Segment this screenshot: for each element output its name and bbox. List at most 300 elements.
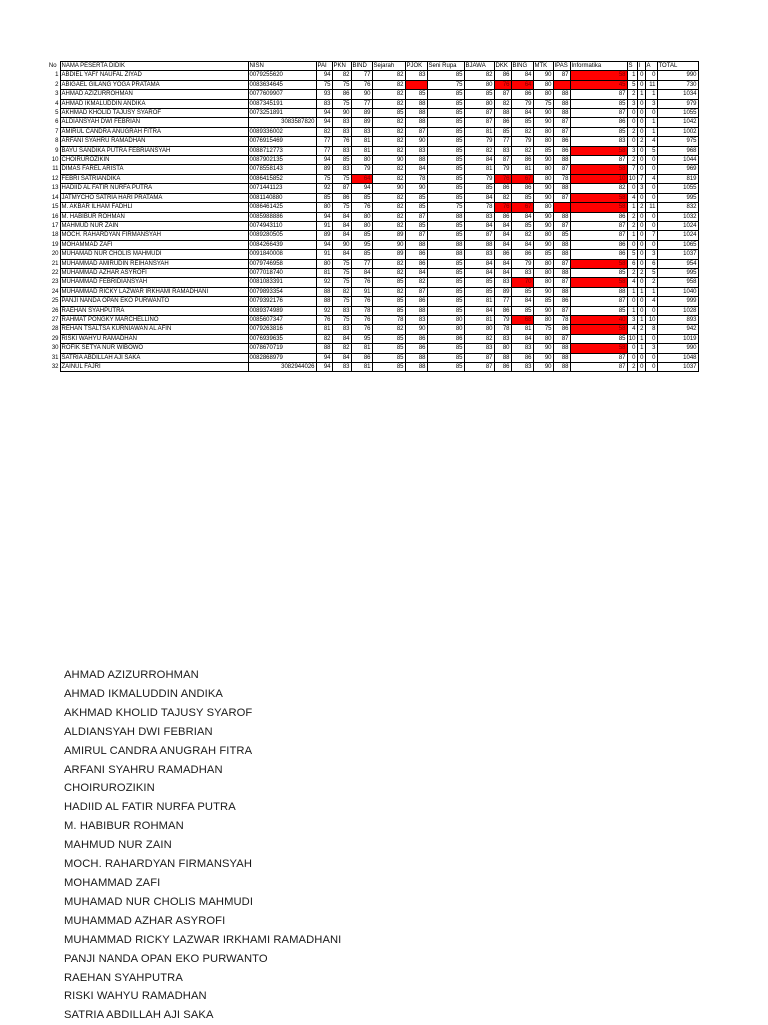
cell-bing: 81 [511,165,533,174]
cell-mtk: 90 [533,344,553,353]
cell-informatika: 83 [570,137,627,146]
cell-informatika: 86 [570,118,627,127]
cell-s: 0 [627,118,637,127]
cell-sejarah: 90 [372,240,405,249]
cell-bjawa: 83 [464,344,494,353]
cell-nisn: 0082868979 [248,353,316,362]
cell-sejarah: 82 [372,118,405,127]
cell-pkn: 86 [332,193,351,202]
cell-pjok: 87 [405,212,427,221]
cell-name: AHMAD IKMALUDDIN ANDIKA [60,99,248,108]
cell-i: 0 [637,240,645,249]
cell-informatika: 58 [570,259,627,268]
cell-pkn: 82 [332,287,351,296]
cell-pai: 94 [316,363,332,372]
cell-pkn: 90 [332,109,351,118]
cell-name: RAHMAT PONGKY MARCHELLINO [60,315,248,324]
cell-s: 2 [627,127,637,136]
cell-mtk: 90 [533,212,553,221]
cell-pai: 88 [316,297,332,306]
cell-bing: 85 [511,118,533,127]
cell-bind: 77 [351,259,372,268]
cell-ipas: 86 [553,137,570,146]
cell-pkn: 90 [332,240,351,249]
table-row [46,231,698,240]
cell-no: 16 [51,213,59,220]
cell-seni-rupa: 88 [427,212,464,221]
cell-a: 1 [645,287,657,296]
cell-nisn: 0086415852 [248,174,316,183]
cell-nisn: 0076915469 [248,137,316,146]
cell-pai: 94 [316,240,332,249]
cell-mtk: 80 [533,259,553,268]
cell-i: 0 [637,250,645,259]
cell-a: 0 [645,193,657,202]
name-list-item: AMIRUL CANDRA ANUGRAH FITRA [64,744,253,757]
cell-i: 0 [637,165,645,174]
cell-s: 0 [627,184,637,193]
cell-bjawa: 82 [464,71,494,80]
cell-name: RISKI WAHYU RAMADHAN [60,334,248,343]
name-list-item: ARFANI SYAHRU RAMADHAN [64,763,223,776]
table-row [46,90,698,99]
cell-mtk: 90 [533,71,553,80]
table-row [46,353,698,362]
cell-bind: 81 [351,363,372,372]
header-sejarah: Sejarah [372,62,405,71]
cell-pkn: 75 [332,297,351,306]
cell-i: 2 [637,137,645,146]
cell-bing: 79 [511,259,533,268]
cell-mtk: 90 [533,221,553,230]
cell-dkk: 87 [494,156,511,165]
cell-seni-rupa: 80 [427,325,464,334]
table-row [46,118,698,127]
cell-bjawa: 87 [464,363,494,372]
cell-pkn: 83 [332,306,351,315]
table-row [46,174,698,183]
cell-total: 979 [657,99,698,108]
cell-nisn: 0087345191 [248,99,316,108]
cell-sejarah: 82 [372,287,405,296]
cell-s: 2 [627,268,637,277]
cell-dkk: 84 [494,240,511,249]
cell-s: 1 [627,287,637,296]
cell-dkk: 83 [494,146,511,155]
cell-seni-rupa: 88 [427,250,464,259]
cell-pkn: 75 [332,278,351,287]
cell-name: SATRIA ABDILLAH AJI SAKA [60,353,248,362]
cell-pkn: 75 [332,259,351,268]
cell-s: 1 [627,71,637,80]
cell-seni-rupa: 85 [427,174,464,183]
cell-sejarah: 82 [372,259,405,268]
cell-no: 6 [55,119,59,126]
cell-informatika: 86 [570,250,627,259]
cell-ipas: 87 [553,118,570,127]
cell-a: 0 [645,221,657,230]
cell-name: AMIRUL CANDRA ANUGRAH FITRA [60,127,248,136]
cell-bing: 82 [511,231,533,240]
cell-informatika: 87 [570,221,627,230]
table-row [46,156,698,165]
cell-seni-rupa: 85 [427,363,464,372]
table-row [46,71,698,80]
cell-no: 10 [51,157,59,164]
table-body [46,71,698,372]
student-name-list [64,666,341,1025]
cell-s: 0 [627,353,637,362]
cell-a: 1 [645,127,657,136]
cell-seni-rupa: 86 [427,334,464,343]
cell-total: 819 [657,174,698,183]
cell-total: 1002 [657,127,698,136]
cell-no: 31 [51,354,59,361]
table-row [46,325,698,334]
cell-bing: 86 [511,250,533,259]
cell-s: 4 [627,193,637,202]
cell-bing: 84 [511,297,533,306]
cell-bjawa: 85 [464,278,494,287]
cell-pkn: 84 [332,221,351,230]
cell-bind: 94 [351,184,372,193]
cell-bjawa: 85 [464,90,494,99]
cell-mtk: 90 [533,287,553,296]
cell-a: 0 [645,184,657,193]
table-row [46,259,698,268]
cell-ipas: 78 [553,174,570,183]
cell-no: 14 [51,194,59,201]
table-row [46,99,698,108]
cell-mtk: 85 [533,250,553,259]
cell-no: 1 [55,72,59,79]
cell-no: 7 [55,128,59,135]
cell-seni-rupa: 85 [427,306,464,315]
cell-pai: 88 [316,287,332,296]
cell-sejarah: 85 [372,278,405,287]
cell-sejarah: 85 [372,334,405,343]
cell-informatika: 86 [570,240,627,249]
cell-name: ROFIK SETYA NUR WIBOWO [60,344,248,353]
cell-bind: 77 [351,71,372,80]
name-list-item: ALDIANSYAH DWI FEBRIAN [64,725,213,738]
cell-nisn: 0077018740 [248,268,316,277]
cell-informatika: 87 [570,297,627,306]
cell-dkk: 76 [494,80,511,89]
cell-mtk: 90 [533,193,553,202]
cell-total: 1044 [657,156,698,165]
cell-bjawa: 82 [464,146,494,155]
cell-bing: 84 [511,240,533,249]
cell-bing: 86 [511,184,533,193]
cell-nisn: 0079255620 [248,71,316,80]
cell-bing: 86 [511,90,533,99]
cell-nisn: 0073251891 [248,109,316,118]
cell-ipas: 88 [553,353,570,362]
cell-sejarah: 85 [372,344,405,353]
cell-total: 1037 [657,363,698,372]
cell-sejarah: 82 [372,146,405,155]
cell-no: 21 [51,260,59,267]
cell-bind: 95 [351,240,372,249]
cell-pkn: 84 [332,250,351,259]
cell-dkk: 86 [494,363,511,372]
cell-s: 3 [627,146,637,155]
cell-nisn: 0089374989 [248,306,316,315]
cell-i: 0 [637,278,645,287]
cell-bjawa: 84 [464,156,494,165]
cell-pkn: 84 [332,212,351,221]
cell-ipas: 88 [553,156,570,165]
cell-seni-rupa: 85 [427,193,464,202]
cell-total: 990 [657,344,698,353]
cell-bing: 85 [511,287,533,296]
cell-nisn: 0085988886 [248,212,316,221]
cell-seni-rupa: 85 [427,221,464,230]
cell-no: 9 [55,147,59,154]
cell-pai: 94 [316,71,332,80]
cell-bing: 70 [511,278,533,287]
cell-pai: 94 [316,156,332,165]
cell-no: 2 [55,81,59,88]
cell-sejarah: 85 [372,353,405,362]
cell-bjawa: 88 [464,240,494,249]
cell-pjok: 88 [405,156,427,165]
cell-no: 8 [55,138,59,145]
cell-total: 1055 [657,109,698,118]
cell-mtk: 90 [533,109,553,118]
cell-pjok: 90 [405,325,427,334]
cell-seni-rupa: 85 [427,109,464,118]
cell-pkn: 75 [332,315,351,324]
cell-i: 2 [637,268,645,277]
cell-pkn: 83 [332,363,351,372]
cell-total: 969 [657,165,698,174]
cell-pkn: 83 [332,325,351,334]
cell-pkn: 83 [332,127,351,136]
cell-no: 27 [51,316,59,323]
cell-s: 2 [627,156,637,165]
cell-ipas: 87 [553,334,570,343]
table-row [46,306,698,315]
cell-pjok: 86 [405,297,427,306]
cell-total: 1032 [657,212,698,221]
header-a: A [645,62,657,71]
cell-a: 4 [645,297,657,306]
cell-pjok: 84 [405,268,427,277]
cell-no: 4 [55,100,59,107]
cell-bind: 76 [351,203,372,212]
cell-total: 730 [657,80,698,89]
cell-total: 942 [657,325,698,334]
cell-bing: 84 [511,212,533,221]
cell-bind: 84 [351,268,372,277]
cell-i: 0 [637,306,645,315]
cell-name: CHOIRUROZIKIN [60,156,248,165]
cell-dkk: 86 [494,118,511,127]
cell-informatika: 85 [570,268,627,277]
cell-pai: 91 [316,250,332,259]
cell-a: 5 [645,268,657,277]
cell-mtk: 85 [533,297,553,306]
cell-mtk: 80 [533,268,553,277]
cell-name: ABDIEL YAFI' NAUFAL ZIYAD [60,71,248,80]
name-list-item: RAEHAN SYAHPUTRA [64,971,183,984]
cell-sejarah: 82 [372,221,405,230]
cell-bind: 83 [351,127,372,136]
cell-total: 975 [657,137,698,146]
cell-i: 7 [637,174,645,183]
table-row [46,127,698,136]
table-row [46,109,698,118]
cell-name: M. HABIBUR ROHMAN [60,212,248,221]
cell-nisn: 0078558143 [248,165,316,174]
cell-informatika: 58 [570,146,627,155]
cell-bjawa: 87 [464,109,494,118]
cell-sejarah: 82 [372,137,405,146]
cell-bing: 85 [511,193,533,202]
cell-name: REHAN TSALTSA KURNIAWAN AL AFIN [60,325,248,334]
cell-seni-rupa: 85 [427,156,464,165]
cell-ipas: 87 [553,71,570,80]
cell-bind: 91 [351,287,372,296]
cell-total: 999 [657,297,698,306]
cell-a: 0 [645,165,657,174]
cell-seni-rupa: 85 [427,231,464,240]
header-bjawa: BJAWA [464,62,494,71]
cell-pkn: 84 [332,231,351,240]
cell-sejarah: 82 [372,212,405,221]
cell-nisn: 0078670719 [248,344,316,353]
cell-informatika: 58 [570,344,627,353]
cell-pjok: 86 [405,334,427,343]
header-total: TOTAL [657,62,698,71]
cell-i: 0 [637,146,645,155]
cell-s: 0 [627,297,637,306]
cell-sejarah: 90 [372,156,405,165]
cell-bing: 86 [511,353,533,362]
cell-bind: 76 [351,325,372,334]
cell-pai: 76 [316,315,332,324]
cell-seni-rupa: 85 [427,127,464,136]
cell-mtk: 90 [533,156,553,165]
cell-pai: 75 [316,174,332,183]
cell-name: ZAINUL FAJRI [60,363,248,372]
name-list-item: MUHAMMAD AZHAR ASYROFI [64,914,226,927]
table-row [46,334,698,343]
cell-a: 0 [645,156,657,165]
cell-informatika: 87 [570,363,627,372]
cell-no: 32 [51,364,59,370]
cell-bing: 83 [511,268,533,277]
cell-informatika: 82 [570,184,627,193]
cell-sejarah: 85 [372,109,405,118]
cell-dkk: 83 [494,278,511,287]
name-list-item: M. HABIBUR ROHMAN [64,820,184,833]
cell-sejarah: 82 [372,90,405,99]
cell-bing: 82 [511,146,533,155]
cell-pai: 92 [316,184,332,193]
cell-mtk: 80 [533,278,553,287]
cell-dkk: 86 [494,212,511,221]
cell-ipas: 78 [553,315,570,324]
cell-pkn: 85 [332,156,351,165]
cell-seni-rupa: 85 [427,297,464,306]
name-list-item: MOHAMMAD ZAFI [64,876,161,889]
cell-nisn: 0091840008 [248,250,316,259]
cell-pkn: 75 [332,80,351,89]
cell-i: 0 [637,80,645,89]
cell-s: 1 [627,203,637,212]
name-list-item: PANJI NANDA OPAN EKO PURWANTO [64,952,268,965]
cell-total: 1042 [657,118,698,127]
cell-informatika: 85 [570,334,627,343]
cell-i: 0 [637,71,645,80]
cell-pai: 83 [316,99,332,108]
cell-nisn: 0089280505 [248,231,316,240]
cell-pjok: 88 [405,109,427,118]
cell-name: DIMAS FAREL ARISTA [60,165,248,174]
cell-a: 0 [645,353,657,362]
cell-pai: 88 [316,344,332,353]
cell-pai: 94 [316,118,332,127]
cell-sejarah: 82 [372,127,405,136]
cell-bing: 68 [511,315,533,324]
cell-ipas: 88 [553,268,570,277]
cell-nisn: 0074943110 [248,221,316,230]
cell-name: RAEHAN SYAHPUTRA [60,306,248,315]
cell-seni-rupa: 85 [427,268,464,277]
cell-dkk: 78 [494,325,511,334]
cell-pjok: 87 [405,231,427,240]
cell-mtk: 80 [533,127,553,136]
cell-ipas: 87 [553,193,570,202]
cell-pjok: 88 [405,118,427,127]
cell-no: 12 [51,175,59,182]
cell-a: 1 [645,90,657,99]
cell-mtk: 90 [533,306,553,315]
cell-total: 990 [657,71,698,80]
cell-bjawa: 79 [464,137,494,146]
cell-bind: 78 [351,306,372,315]
cell-pkn: 83 [332,146,351,155]
header-seni-rupa: Seni Rupa [427,62,464,71]
cell-sejarah: 85 [372,297,405,306]
cell-mtk: 80 [533,174,553,183]
cell-pai: 82 [316,334,332,343]
cell-dkk: 82 [494,193,511,202]
cell-a: 11 [645,80,657,89]
cell-pkn: 83 [332,118,351,127]
cell-bjawa: 85 [464,287,494,296]
cell-a: 0 [645,212,657,221]
cell-s: 1 [627,231,637,240]
cell-dkk: 77 [494,297,511,306]
cell-sejarah: 82 [372,80,405,89]
cell-bjawa: 81 [464,127,494,136]
cell-bing: 84 [511,334,533,343]
cell-i: 1 [637,334,645,343]
cell-sejarah: 82 [372,193,405,202]
cell-pjok: 83 [405,71,427,80]
cell-ipas: 88 [553,90,570,99]
cell-informatika: 85 [570,306,627,315]
cell-s: 2 [627,363,637,372]
cell-no: 30 [51,345,59,352]
cell-s: 4 [627,325,637,334]
cell-ipas: 87 [553,306,570,315]
cell-informatika: 40 [570,315,627,324]
